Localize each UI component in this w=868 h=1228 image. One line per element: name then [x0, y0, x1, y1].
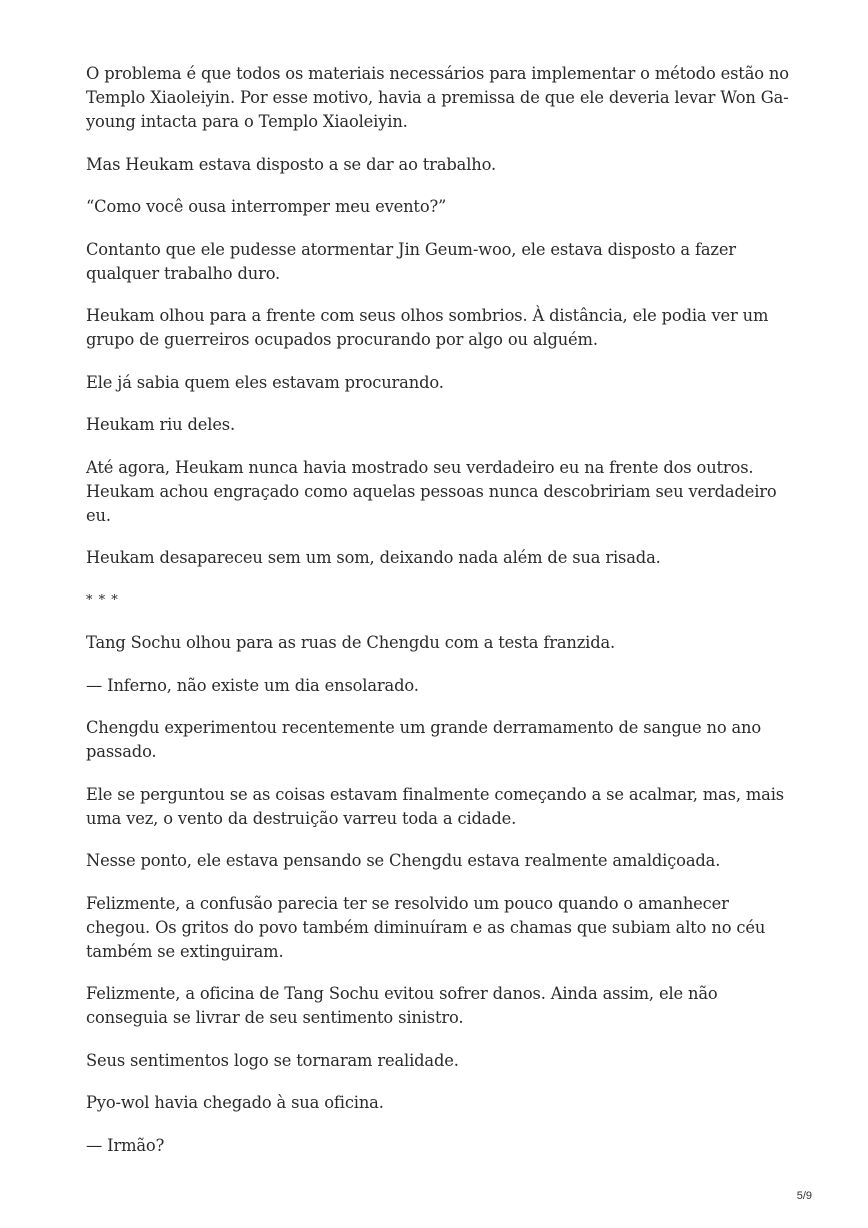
page-number: 5/9: [796, 1190, 812, 1202]
paragraph: Tang Sochu olhou para as ruas de Chengdu com a testa franzida.: [86, 633, 616, 652]
paragraph: Felizmente, a oficina de Tang Sochu evitou sofrer danos. Ainda assim, ele não conseguia se livrar de seu sentimento sinistro.: [86, 984, 718, 1027]
paragraph: Pyo-wol havia chegado à sua oficina.: [86, 1093, 384, 1112]
paragraph: Mas Heukam estava disposto a se dar ao trabalho.: [86, 154, 496, 174]
paragraph: Até agora, Heukam nunca havia mostrado seu verdadeiro eu na frente dos outros. Heukam achou engraçado como aquelas pessoas nunca descobririam seu verdadeiro eu.: [86, 457, 777, 525]
paragraph: O problema é que todos os materiais necessários para implementar o método estão no Templo Xiaoleiyin. Por esse motivo, havia a premissa de que ele deveria levar Won Ga-young intacta para o Templo Xiaoleiyin.: [86, 64, 789, 131]
paragraph: Ele se perguntou se as coisas estavam finalmente começando a se acalmar, mas, mais uma vez, o vento da destruição varreu toda a cidade.: [86, 784, 784, 828]
paragraph: — Inferno, não existe um dia ensolarado.: [86, 675, 419, 695]
scene-separator: * * *: [86, 592, 119, 608]
paragraph: Heukam olhou para a frente com seus olhos sombrios. À distância, ele podia ver um grupo de guerreiros ocupados procurando por algo ou alguém.: [86, 306, 769, 349]
paragraph: Heukam riu deles.: [86, 415, 236, 434]
paragraph: “Como você ousa interromper meu evento?”: [86, 197, 447, 216]
paragraph: — Irmão?: [86, 1135, 165, 1155]
paragraph: Nesse ponto, ele estava pensando se Chengdu estava realmente amaldiçoada.: [86, 851, 721, 870]
paragraph: Contanto que ele pudesse atormentar Jin Geum-woo, ele estava disposto a fazer qualquer trabalho duro.: [86, 239, 736, 283]
paragraph: Ele já sabia quem eles estavam procurando.: [86, 372, 444, 392]
document-body: [86, 62, 796, 1176]
paragraph: Seus sentimentos logo se tornaram realidade.: [86, 1050, 459, 1070]
paragraph: Chengdu experimentou recentemente um grande derramamento de sangue no ano passado.: [86, 718, 762, 761]
paragraph: Heukam desapareceu sem um som, deixando nada além de sua risada.: [86, 548, 661, 567]
paragraph: Felizmente, a confusão parecia ter se resolvido um pouco quando o amanhecer chegou. Os gritos do povo também diminuíram e as chamas que subiam alto no céu também se extinguiram.: [86, 893, 766, 961]
